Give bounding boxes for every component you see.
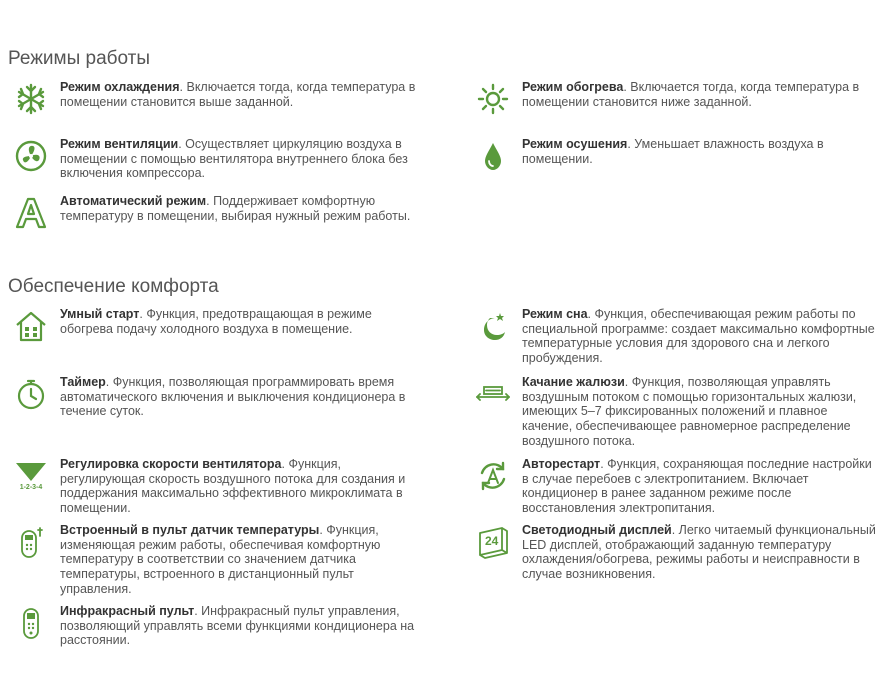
feature-text: . Инфракрасный пульт управления, позволяющий управлять всеми функциями кондиционера на расстоянии. bbox=[60, 604, 415, 648]
section-title-comfort: Обеспечение комфорта bbox=[8, 276, 219, 297]
feature-text: . Включается тогда, когда температура в помещении становится выше заданной. bbox=[60, 80, 416, 109]
feature-cooling bbox=[14, 80, 424, 116]
feature-title: Светодиодный дисплей bbox=[522, 523, 672, 537]
feature-title: Умный старт bbox=[60, 307, 140, 321]
feature-title: Режим охлаждения bbox=[60, 80, 180, 94]
section-title-modes: Режимы работы bbox=[8, 48, 151, 69]
feature-text: . Функция, предотвращающая в режиме обогрева подачу холодного воздуха в помещение. bbox=[60, 307, 372, 336]
feature-text: . Осуществляет циркуляцию воздуха в помещении с помощью вентилятора внутреннего блока без включения компрессора. bbox=[60, 137, 408, 181]
feature-louver-swing bbox=[476, 375, 876, 449]
feature-text: . Включается тогда, когда температура в помещении становится ниже заданной. bbox=[522, 80, 860, 109]
feature-sleep bbox=[476, 307, 876, 366]
feature-drying bbox=[476, 137, 876, 173]
led-display-icon bbox=[476, 525, 510, 559]
feature-heating bbox=[476, 80, 876, 116]
feature-text: . Уменьшает влажность воздуха в помещении. bbox=[522, 137, 824, 166]
feature-text: . Функция, позволяющая программировать время автоматического включения и выключения кондиционера в течение суток. bbox=[60, 375, 406, 419]
feature-text: . Поддерживает комфортную температуру в помещении, выбирая нужный режим работы. bbox=[60, 194, 411, 223]
feature-title: Режим обогрева bbox=[522, 80, 624, 94]
feature-auto-restart bbox=[476, 457, 876, 516]
feature-title: Режим осушения bbox=[522, 137, 628, 151]
fan-speed-caption: 1-2-3-4 bbox=[19, 483, 43, 491]
led-display-caption: 24 bbox=[485, 534, 499, 548]
feature-timer bbox=[14, 375, 424, 419]
feature-ventilation bbox=[14, 137, 424, 181]
house-icon bbox=[14, 309, 48, 343]
feature-remote-sensor bbox=[14, 523, 424, 597]
feature-title: Регулировка скорости вентилятора bbox=[60, 457, 282, 471]
fan-icon bbox=[14, 139, 48, 173]
feature-led-display bbox=[476, 523, 876, 582]
feature-ir-remote bbox=[14, 604, 424, 648]
feature-smart-start bbox=[14, 307, 424, 343]
fan-speed-icon bbox=[14, 459, 48, 493]
feature-title: Режим сна bbox=[522, 307, 588, 321]
sun-icon bbox=[476, 82, 510, 116]
feature-text: . Функция, изменяющая режим работы, обеспечивая комфортную температуру в соответствии со значением датчика температуры, встроенного в дистанционный пульт управления. bbox=[60, 523, 381, 596]
feature-title: Встроенный в пульт датчик температуры bbox=[60, 523, 320, 537]
auto-mode-icon bbox=[14, 196, 48, 230]
feature-title: Авторестарт bbox=[522, 457, 601, 471]
feature-title: Режим вентиляции bbox=[60, 137, 179, 151]
clock-icon bbox=[14, 377, 48, 411]
feature-text: . Функция, обеспечивающая режим работы по специальной программе: создает максимально комфортные температурные условия для здорового сна и легкого пробуждения. bbox=[522, 307, 875, 366]
feature-text: . Функция, позволяющая управлять воздушным потоком с помощью горизонтальных жалюзи, имеющих 5–7 фиксированных положений и плавное качение, обеспечивающее равномерное распределение воздушного потока. bbox=[522, 375, 857, 448]
moon-icon bbox=[476, 309, 510, 343]
feature-text: . Функция, регулирующая скорость воздушного потока для создания и поддержания максимально эффективного микроклимата в помещении. bbox=[60, 457, 406, 516]
louver-swing-icon bbox=[476, 377, 510, 411]
snowflake-icon bbox=[14, 82, 48, 116]
feature-auto bbox=[14, 194, 424, 230]
feature-text: . Легко читаемый функциональный LED дисплей, отображающий заданную температуру охлаждения/обогрева, режимы работы и неисправности в случае возникновения. bbox=[522, 523, 876, 582]
feature-title: Таймер bbox=[60, 375, 106, 389]
feature-title: Инфракрасный пульт bbox=[60, 604, 195, 618]
feature-text: . Функция, сохраняющая последние настройки в случае перебоев с электропитанием. Включает кондиционер в ранее заданном режиме после восстановления электропитания. bbox=[522, 457, 872, 516]
auto-restart-icon bbox=[476, 459, 510, 493]
feature-title: Автоматический режим bbox=[60, 194, 207, 208]
feature-fan-speed bbox=[14, 457, 424, 516]
ir-remote-icon bbox=[14, 606, 48, 640]
droplet-icon bbox=[476, 139, 510, 173]
feature-title: Качание жалюзи bbox=[522, 375, 625, 389]
remote-sensor-icon bbox=[14, 525, 48, 559]
